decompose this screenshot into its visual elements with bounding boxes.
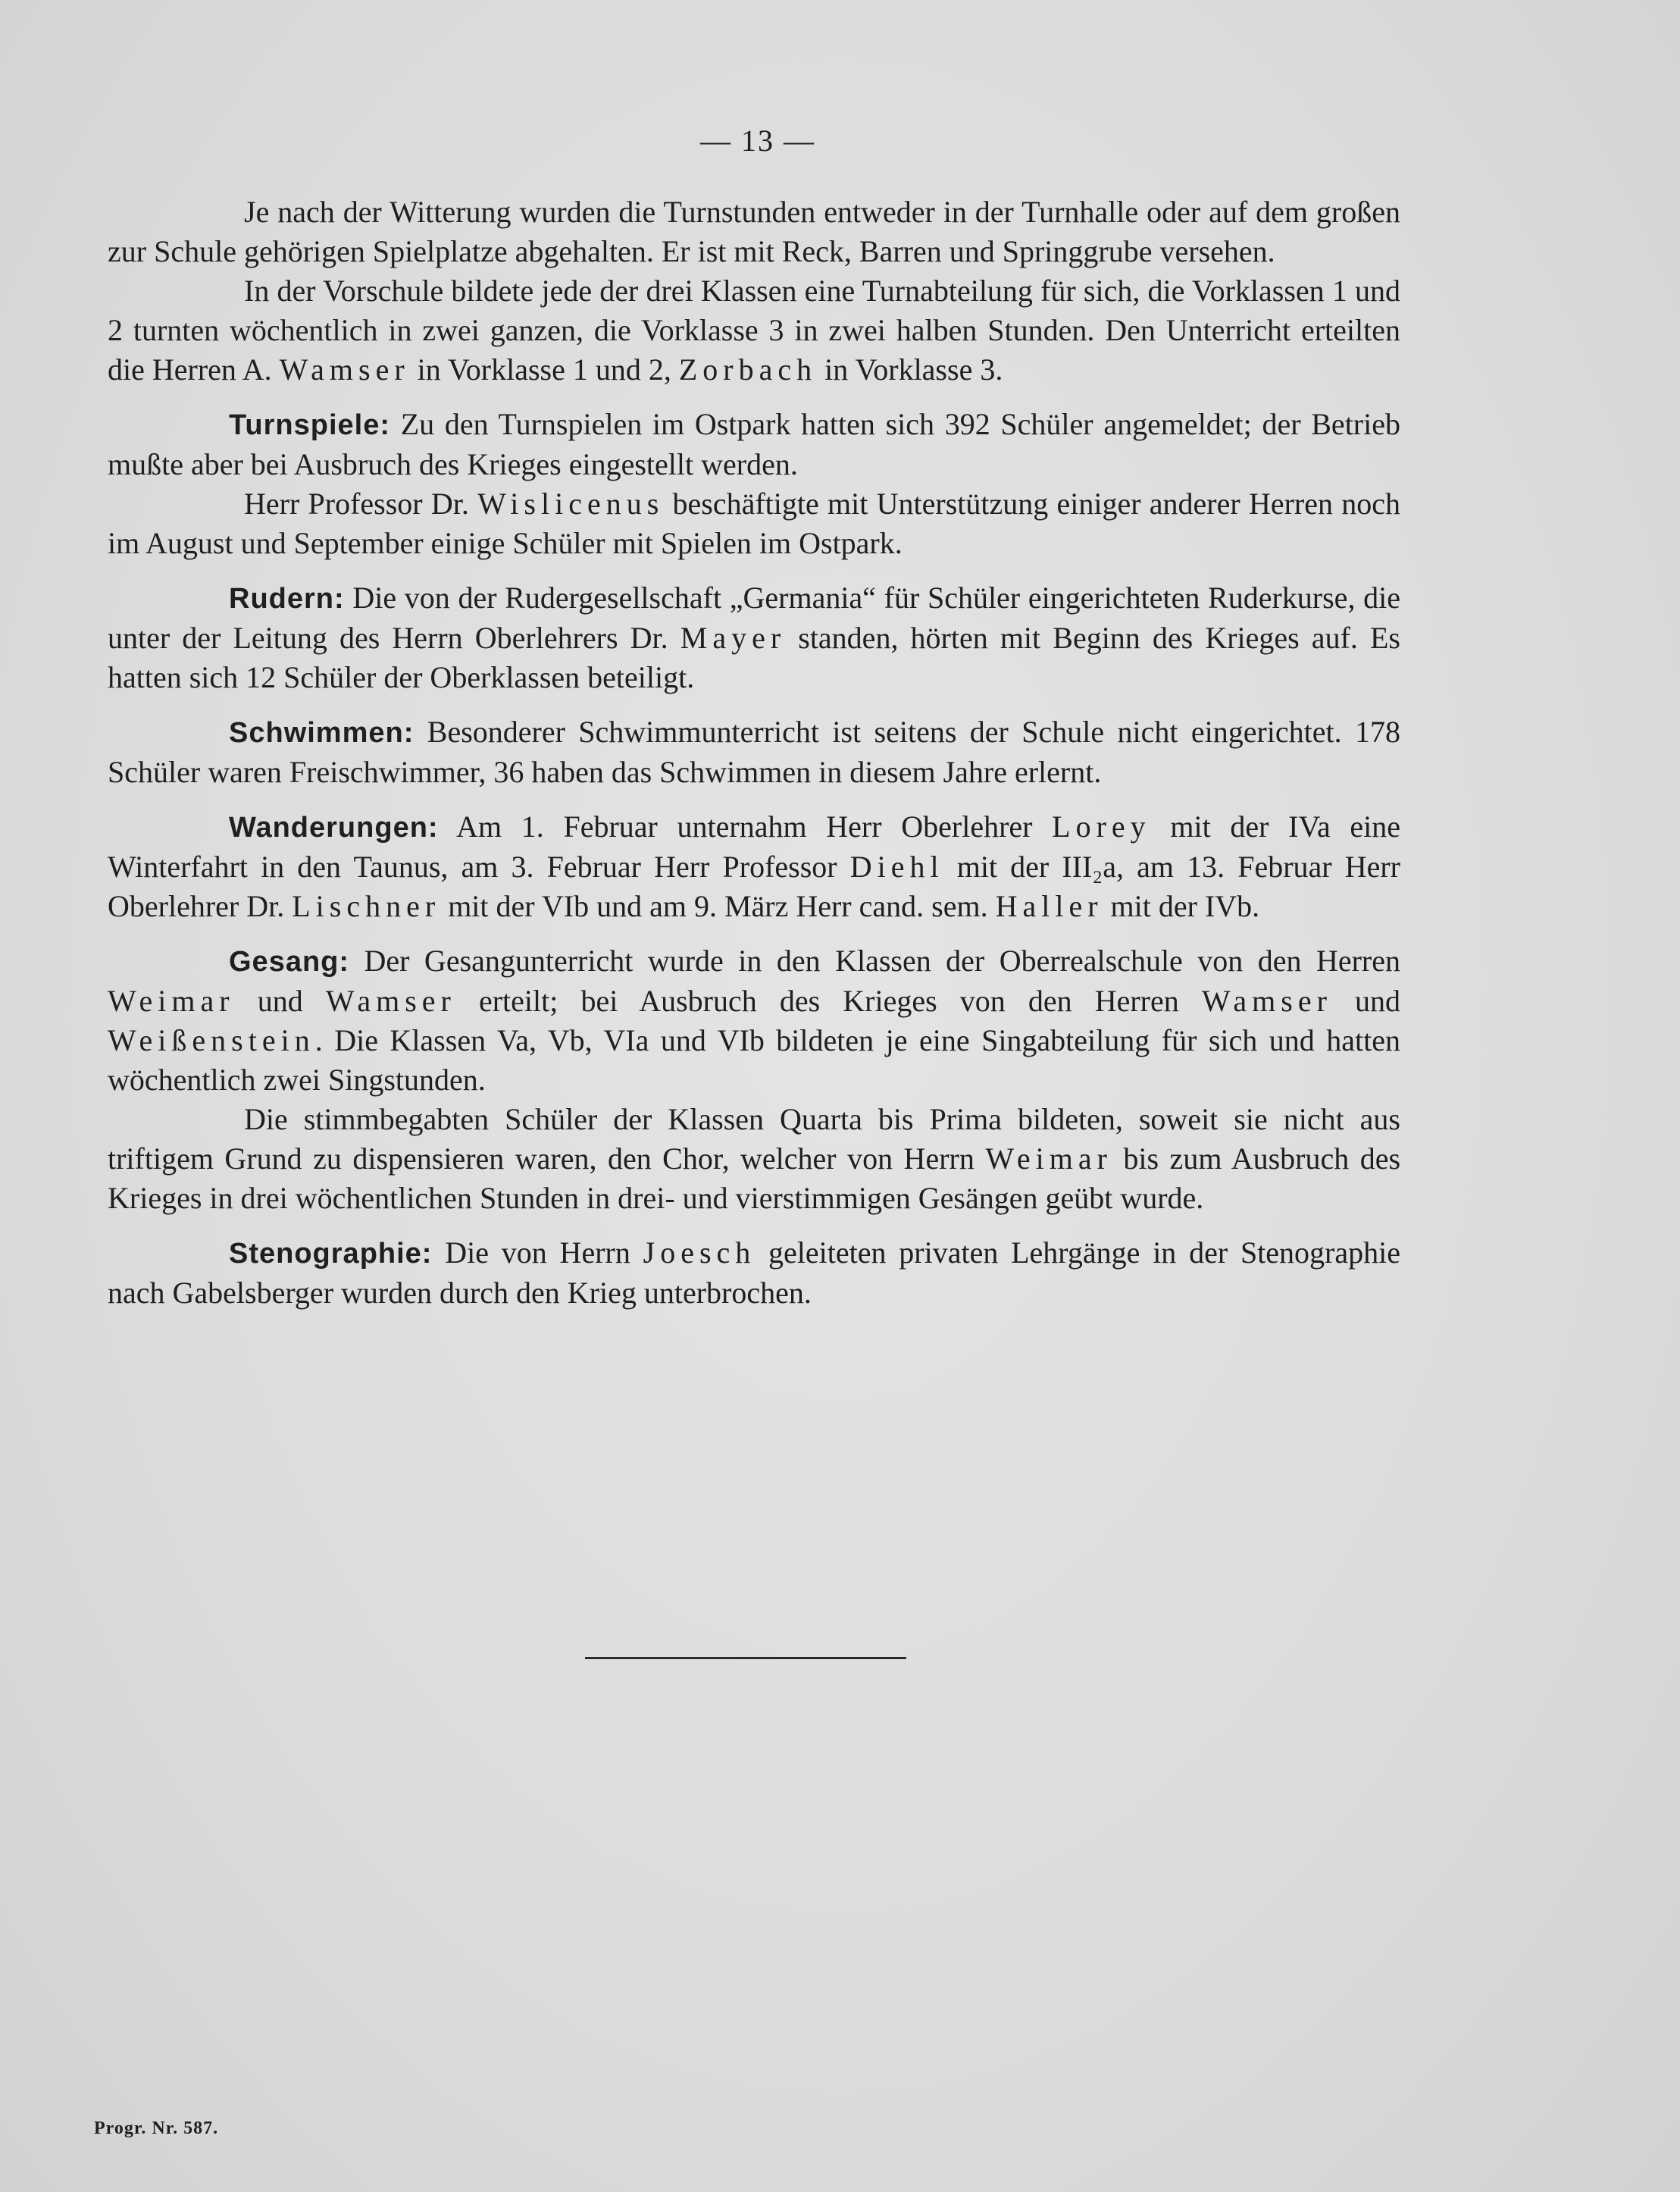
person-name: Weimar	[108, 984, 235, 1018]
section-text: Zu den Turnspielen im Ostpark hatten sich 392 Schüler angemeldet; der Betrieb mußte aber bei Ausbruch des Krieges eingestellt werden.	[108, 407, 1400, 481]
section-heading: Stenographie:	[229, 1238, 433, 1270]
paragraph-text: beschäftigte mit Unterstützung einiger anderer Herren noch im August und September einige Schüler mit Spielen im Ostpark.	[108, 487, 1401, 560]
paragraph-text: bis zum Ausbruch des Krieges in drei wöchentlichen Stunden in drei- und vierstimmigen Gesängen geübt wurde.	[108, 1141, 1401, 1215]
section-text: erteilt; bei Ausbruch des Krieges von den Herren	[455, 984, 1202, 1018]
paragraph-text: Je nach der Witterung wurden die Turnstunden entweder in der Turnhalle oder auf dem großen zur Schule gehörigen Spielplatze abgehalten. Er ist mit Reck, Barren und Springgrube versehen.	[108, 195, 1400, 268]
section-text: mit der IVb.	[1103, 889, 1260, 923]
section-heading: Turnspiele:	[229, 409, 390, 441]
person-name: Wamser	[325, 984, 456, 1018]
person-name: Lischner	[292, 889, 441, 923]
section-text: und	[234, 984, 326, 1018]
section-text: Am 1. Februar unternahm Herr Oberlehrer	[438, 809, 1053, 844]
body-text	[108, 193, 1400, 1313]
section-turnspiele	[108, 405, 1400, 484]
paragraph-text: In der Vorschule bildete jede der drei Klassen eine Turnabteilung für sich, die Vorklassen 1 und 2 turnten wöchentlich in zwei ganzen, die Vorklasse 3 in zwei halben Stunden. Den Unterricht erteilten die Herren A.	[108, 274, 1400, 387]
person-name: Haller	[995, 889, 1103, 923]
person-name: Joesch	[643, 1235, 756, 1270]
paragraph-text: Die stimmbegabten Schüler der Klassen Quarta bis Prima bildeten, soweit sie nicht aus triftigem Grund zu dispensieren waren, den Chor, welcher von Herrn	[108, 1102, 1400, 1176]
person-name: Wamser	[279, 352, 410, 387]
section-stenographie	[108, 1233, 1400, 1313]
page-number: — 13 —	[700, 124, 815, 158]
paragraph-wislicenus	[108, 484, 1400, 563]
section-text: mit der III₂a, am 13. Februar Herr Oberlehrer Dr.	[108, 850, 1400, 923]
person-name: Lorey	[1052, 809, 1151, 844]
person-name: Weimar	[985, 1141, 1112, 1176]
paragraph-text: Herr Professor Dr.	[244, 487, 478, 521]
footer-note: Progr. Nr. 587.	[94, 2118, 219, 2138]
section-wanderungen	[108, 807, 1400, 926]
person-name: Mayer	[680, 621, 787, 655]
person-name: Zorbach	[678, 352, 818, 387]
section-text: Der Gesangunterricht wurde in den Klassen der Oberrealschule von den Herren	[349, 944, 1400, 978]
paragraph-chor	[108, 1100, 1400, 1218]
section-rudern	[108, 578, 1400, 697]
section-text: mit der IVa eine Winterfahrt in den Taunus, am 3. Februar Herr Professor	[108, 809, 1401, 884]
section-text: Die von Herrn	[432, 1235, 643, 1270]
section-text: Die von der Rudergesellschaft „Germania“ für Schüler eingerichteten Ruderkurse, die unter der Leitung des Herrn Oberlehrers Dr.	[108, 581, 1400, 655]
section-text: geleiteten privaten Lehrgänge in der Stenographie nach Gabelsberger wurden durch den Krieg unterbrochen.	[108, 1235, 1400, 1310]
person-name: Wamser	[1201, 984, 1332, 1018]
section-text: mit der VIb und am 9. März Herr cand. sem.	[440, 889, 996, 923]
section-text: Besonderer Schwimmunterricht ist seitens der Schule nicht eingerichtet. 178 Schüler waren Freischwimmer, 36 haben das Schwimmen in diesem Jahre erlernt.	[108, 715, 1400, 789]
paragraph-turnhalle	[108, 193, 1400, 271]
section-heading: Rudern:	[229, 583, 345, 615]
section-heading: Wanderungen:	[229, 812, 439, 844]
paragraph-text: in Vorklasse 1 und 2,	[409, 352, 679, 387]
paragraph-vorschule	[108, 271, 1400, 390]
section-gesang	[108, 941, 1400, 1100]
person-name: Weißenstein	[108, 1023, 315, 1057]
section-text: standen, hörten mit Beginn des Krieges auf. Es hatten sich 12 Schüler der Oberklassen beteiligt.	[108, 621, 1400, 694]
section-heading: Gesang:	[229, 946, 350, 978]
person-name: Diehl	[849, 850, 944, 884]
paragraph-text: in Vorklasse 3.	[817, 352, 1003, 387]
section-schwimmen	[108, 712, 1400, 792]
section-divider	[585, 1657, 906, 1659]
section-text: . Die Klassen Va, Vb, VIa und VIb bildeten je eine Singabteilung für sich und hatten wöchentlich zwei Singstunden.	[108, 1023, 1400, 1097]
section-heading: Schwimmen:	[229, 717, 415, 749]
section-text: und	[1331, 984, 1401, 1018]
person-name: Wislicenus	[477, 487, 665, 521]
